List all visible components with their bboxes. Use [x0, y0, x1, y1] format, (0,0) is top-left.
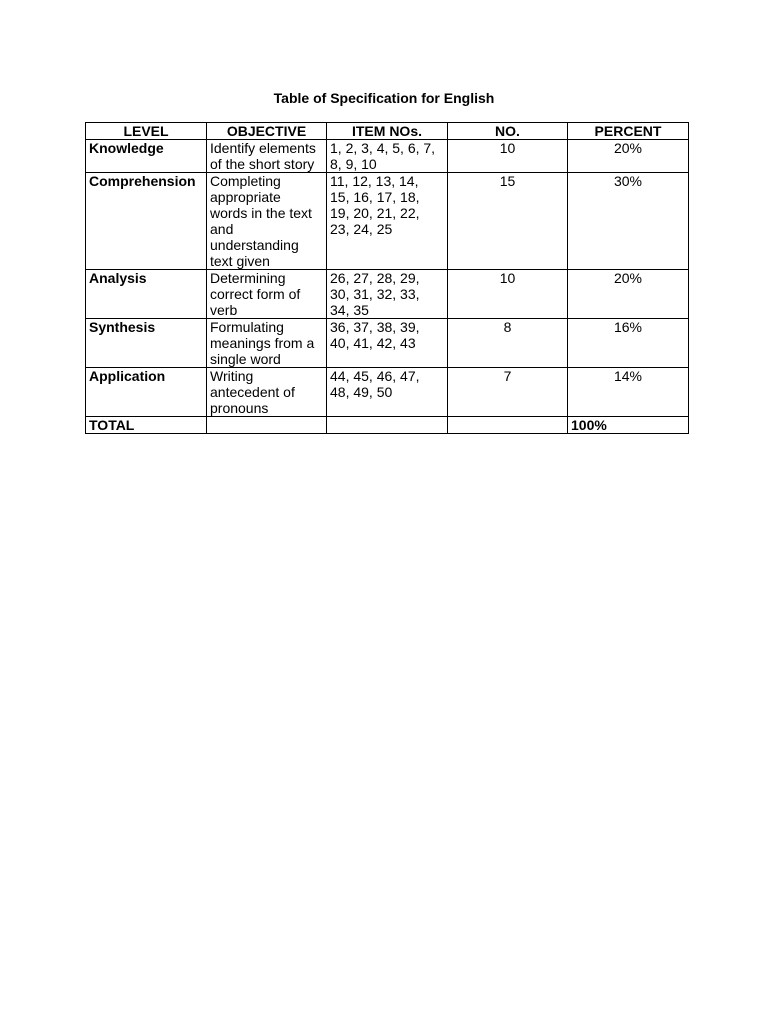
percent-cell: 20%	[568, 270, 689, 319]
percent-cell: 20%	[568, 140, 689, 173]
items-cell: 36, 37, 38, 39, 40, 41, 42, 43	[327, 319, 448, 368]
specification-table	[85, 122, 689, 434]
level-cell: Synthesis	[86, 319, 207, 368]
total-label: TOTAL	[86, 417, 207, 434]
header-percent: PERCENT	[568, 123, 689, 140]
items-cell: 44, 45, 46, 47, 48, 49, 50	[327, 368, 448, 417]
objective-cell: Writing antecedent of pronouns	[207, 368, 327, 417]
items-cell: 1, 2, 3, 4, 5, 6, 7, 8, 9, 10	[327, 140, 448, 173]
level-cell: Knowledge	[86, 140, 207, 173]
total-percent: 100%	[568, 417, 689, 434]
no-cell: 10	[448, 270, 568, 319]
percent-cell: 14%	[568, 368, 689, 417]
objective-cell: Completing appropriate words in the text and understanding text given	[207, 173, 327, 270]
table-row	[86, 319, 689, 368]
no-cell: 10	[448, 140, 568, 173]
level-cell: Application	[86, 368, 207, 417]
empty-cell	[448, 417, 568, 434]
percent-cell: 16%	[568, 319, 689, 368]
objective-cell: Determining correct form of verb	[207, 270, 327, 319]
total-row	[86, 417, 689, 434]
header-item-nos: ITEM NOs.	[327, 123, 448, 140]
header-level: LEVEL	[86, 123, 207, 140]
empty-cell	[207, 417, 327, 434]
level-cell: Comprehension	[86, 173, 207, 270]
level-cell: Analysis	[86, 270, 207, 319]
items-cell: 11, 12, 13, 14, 15, 16, 17, 18, 19, 20, 21, 22, 23, 24, 25	[327, 173, 448, 270]
page-title: Table of Specification for English	[273, 90, 495, 106]
table-row	[86, 368, 689, 417]
table-row	[86, 173, 689, 270]
header-no: NO.	[448, 123, 568, 140]
objective-cell: Identify elements of the short story	[207, 140, 327, 173]
percent-cell: 30%	[568, 173, 689, 270]
table-row	[86, 270, 689, 319]
no-cell: 7	[448, 368, 568, 417]
table-row	[86, 140, 689, 173]
objective-cell: Formulating meanings from a single word	[207, 319, 327, 368]
no-cell: 8	[448, 319, 568, 368]
items-cell: 26, 27, 28, 29, 30, 31, 32, 33, 34, 35	[327, 270, 448, 319]
header-objective: OBJECTIVE	[207, 123, 327, 140]
table-header-row	[86, 123, 689, 140]
empty-cell	[327, 417, 448, 434]
no-cell: 15	[448, 173, 568, 270]
